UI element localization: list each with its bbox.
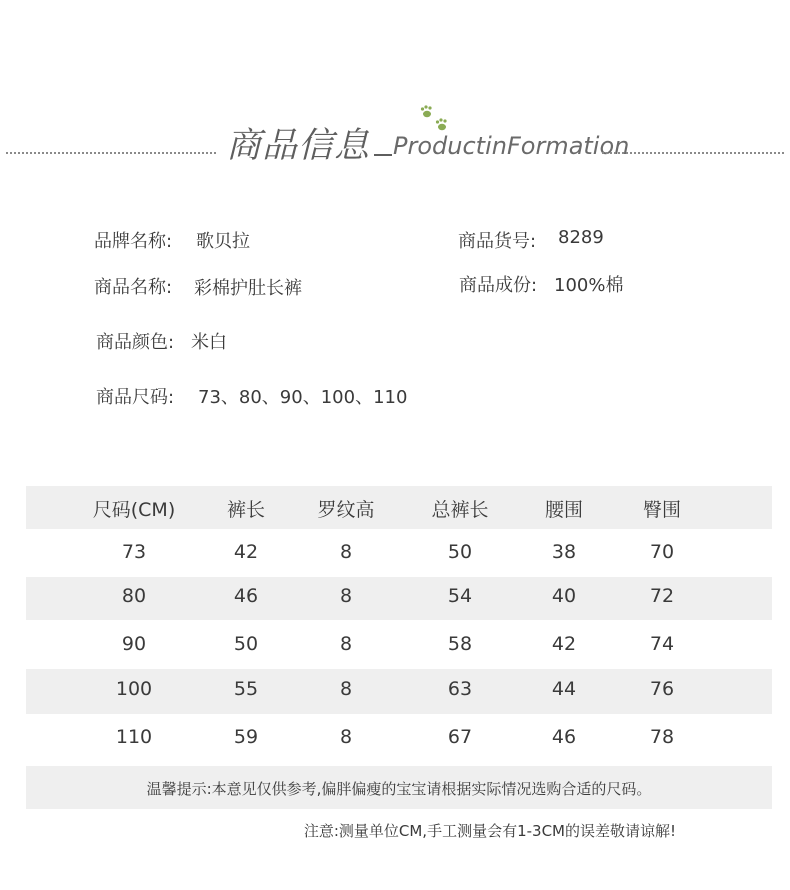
tip-text: 温馨提示:本意见仅供参考,偏胖偏瘦的宝宝请根据实际情况选购合适的尺码。 xyxy=(146,780,652,798)
section-subtitle: ProductinFormation xyxy=(393,132,630,160)
color-value: 米白 xyxy=(191,332,227,353)
brand-value: 歌贝拉 xyxy=(196,231,250,252)
table-cell: 78 xyxy=(649,726,675,748)
table-cell: 38 xyxy=(551,541,577,563)
table-header-cell: 腰围 xyxy=(544,499,584,521)
title-underscore xyxy=(374,154,392,156)
brand-label: 品牌名称: xyxy=(94,231,173,252)
section-header xyxy=(0,0,790,190)
dotted-divider-right xyxy=(602,152,784,154)
table-cell: 42 xyxy=(233,541,259,563)
table-cell: 72 xyxy=(649,585,675,607)
name-label: 商品名称: xyxy=(94,277,173,298)
table-cell: 67 xyxy=(447,726,473,748)
table-cell: 110 xyxy=(115,726,153,748)
table-cell: 42 xyxy=(551,633,577,655)
sku-label: 商品货号: xyxy=(458,231,537,252)
table-header-cell: 罗纹高 xyxy=(317,499,375,521)
table-cell: 8 xyxy=(339,726,353,748)
measurement-note: 注意:测量单位CM,手工测量会有1-3CM的误差敬请谅解! xyxy=(303,822,676,840)
table-cell: 50 xyxy=(233,633,259,655)
table-cell: 76 xyxy=(649,678,675,700)
table-row xyxy=(26,620,772,668)
dotted-divider-left xyxy=(6,152,216,154)
table-cell: 80 xyxy=(121,585,147,607)
table-cell: 59 xyxy=(233,726,259,748)
table-header-cell: 裤长 xyxy=(226,499,266,521)
table-cell: 90 xyxy=(121,633,147,655)
material-value: 100%棉 xyxy=(554,275,624,296)
section-title: 商品信息 xyxy=(226,126,371,166)
size-value: 73、80、90、100、110 xyxy=(198,387,408,408)
table-header-cell: 臀围 xyxy=(642,499,682,521)
table-cell: 50 xyxy=(447,541,473,563)
sku-value: 8289 xyxy=(558,227,604,248)
table-cell: 58 xyxy=(447,633,473,655)
table-header-row xyxy=(26,486,772,529)
table-row xyxy=(26,577,772,620)
table-cell: 73 xyxy=(121,541,147,563)
tip-row xyxy=(26,766,772,809)
name-value: 彩棉护肚长裤 xyxy=(194,278,302,299)
table-cell: 40 xyxy=(551,585,577,607)
table-row xyxy=(26,714,772,758)
table-header-cell: 总裤长 xyxy=(431,499,489,521)
table-header-cell: 尺码(CM) xyxy=(92,499,176,521)
table-cell: 46 xyxy=(551,726,577,748)
table-cell: 100 xyxy=(115,678,153,700)
table-cell: 46 xyxy=(233,585,259,607)
table-cell: 55 xyxy=(233,678,259,700)
table-row xyxy=(26,530,772,575)
table-cell: 74 xyxy=(649,633,675,655)
material-label: 商品成份: xyxy=(459,275,538,296)
table-cell: 63 xyxy=(447,678,473,700)
table-cell: 44 xyxy=(551,678,577,700)
paw-prints-icon xyxy=(418,104,454,134)
color-label: 商品颜色: xyxy=(96,332,175,353)
table-cell: 8 xyxy=(339,585,353,607)
table-cell: 70 xyxy=(649,541,675,563)
table-cell: 8 xyxy=(339,678,353,700)
table-row xyxy=(26,669,772,714)
table-cell: 54 xyxy=(447,585,473,607)
table-cell: 8 xyxy=(339,633,353,655)
table-cell: 8 xyxy=(339,541,353,563)
size-label: 商品尺码: xyxy=(96,387,175,408)
